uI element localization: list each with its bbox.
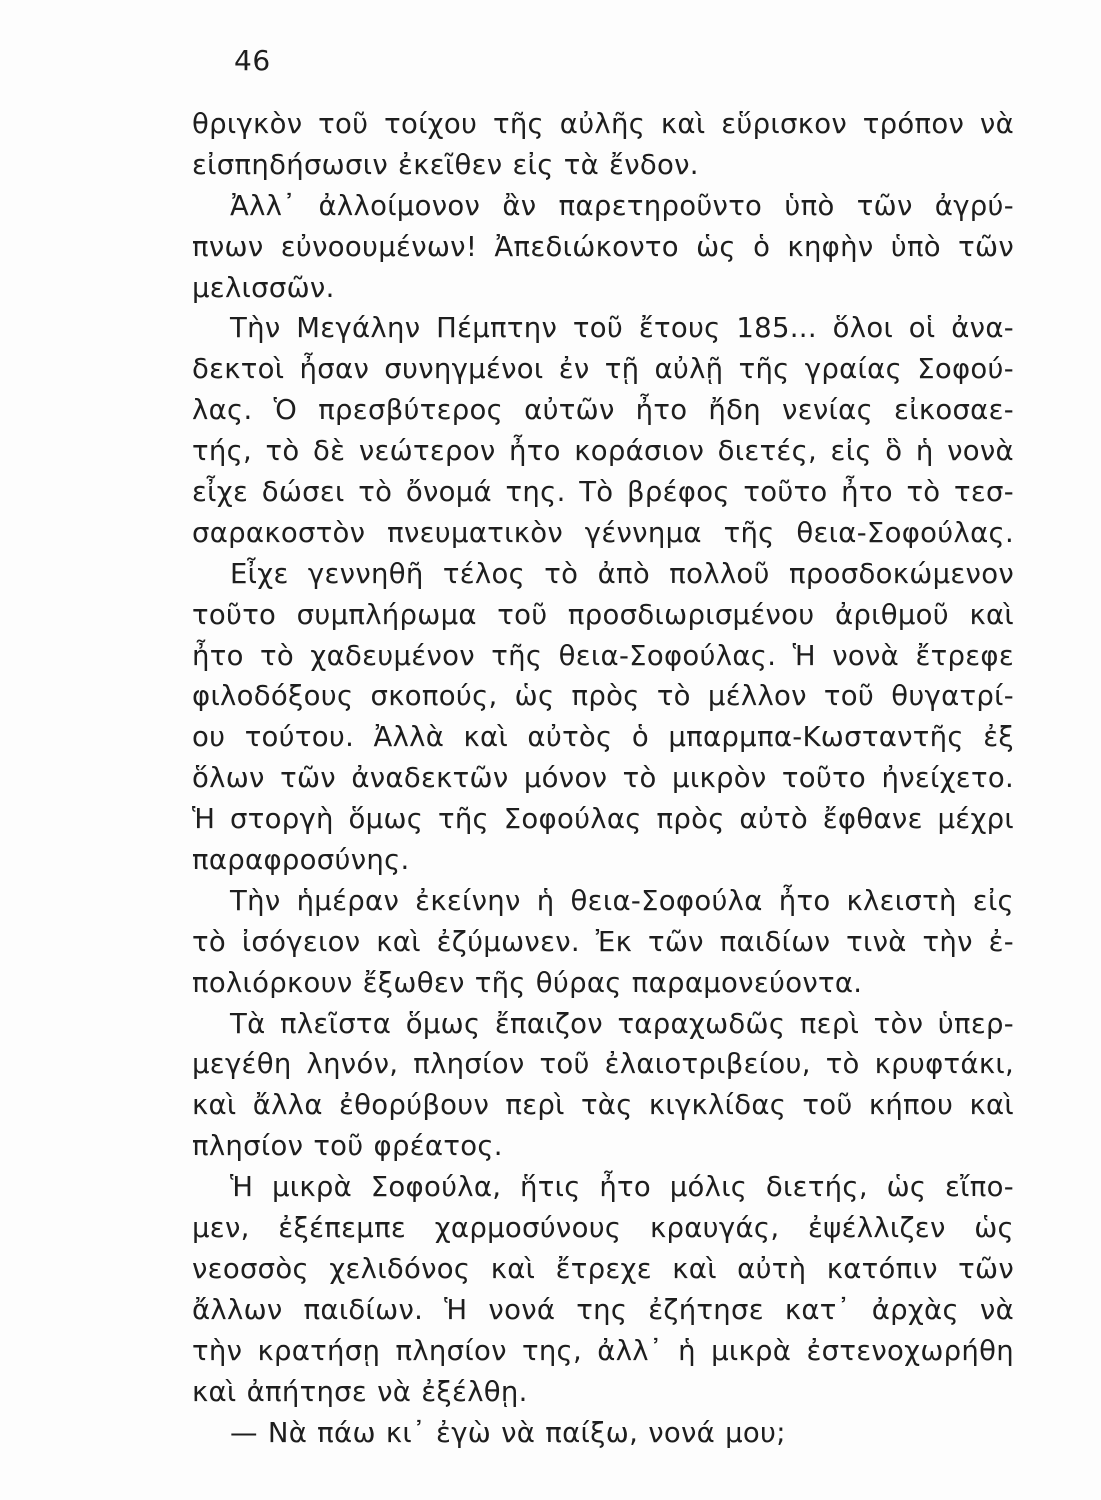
text-line: Τὴν Μεγάλην Πέμπτην τοῦ ἔτους 185... ὅλοι οἱ ἀνα-: [230, 312, 1014, 345]
text-line: μεγέθη ληνόν, πλησίον τοῦ ἐλαιοτριβείου, τὸ κρυφτάκι,: [192, 1048, 1014, 1081]
text-line: πλησίον τοῦ φρέατος.: [192, 1130, 503, 1163]
text-line: καὶ ἀπήτησε νὰ ἐξέλθῃ.: [192, 1375, 528, 1408]
text-line: φιλοδόξους σκοπούς, ὡς πρὸς τὸ μέλλον τοῦ θυγατρί-: [192, 680, 1014, 713]
text-line: πνων εὐνοουμένων! Ἀπεδιώκοντο ὡς ὁ κηφὴν ὑπὸ τῶν: [192, 230, 1014, 263]
text-line: λας. Ὁ πρεσβύτερος αὐτῶν ἦτο ἤδη νενίας εἰκοσαε-: [192, 394, 1014, 427]
text-line: ἄλλων παιδίων. Ἡ νονά της ἐζήτησε κατ᾽ ἀρχὰς νὰ: [192, 1293, 1014, 1326]
text-line: Ἀλλ᾽ ἀλλοίμονον ἂν παρετηροῦντο ὑπὸ τῶν ἀγρύ-: [230, 189, 1014, 222]
text-line: τοῦτο συμπλήρωμα τοῦ προσδιωρισμένου ἀριθμοῦ καὶ: [192, 598, 1014, 631]
text-line: ὅλων τῶν ἀναδεκτῶν μόνον τὸ μικρὸν τοῦτο ἠνείχετο.: [192, 762, 1014, 795]
text-line: ου τούτου. Ἀλλὰ καὶ αὐτὸς ὁ μπαρμπα-Κωσταντῆς ἐξ: [192, 721, 1014, 754]
text-line: σαρακοστὸν πνευματικὸν γέννημα τῆς θεια-Σοφούλας.: [192, 516, 1014, 549]
text-line: τής, τὸ δὲ νεώτερον ἦτο κοράσιον διετές, εἰς ὃ ἡ νονὰ: [192, 435, 1014, 468]
text-line: μεν, ἐξέπεμπε χαρμοσύνους κραυγάς, ἐψέλλιζεν ὡς: [192, 1212, 1014, 1245]
body-text: [192, 104, 1014, 1453]
text-line: δεκτοὶ ἦσαν συνηγμένοι ἐν τῇ αὐλῇ τῆς γραίας Σοφού-: [192, 353, 1014, 386]
text-line: — Νὰ πάω κι᾽ ἐγὼ νὰ παίξω, νονά μου;: [230, 1416, 786, 1449]
text-line: καὶ ἄλλα ἐθορύβουν περὶ τὰς κιγκλίδας τοῦ κήπου καὶ: [192, 1089, 1014, 1122]
text-line: παραφροσύνης.: [192, 844, 410, 877]
text-line: νεοσσὸς χελιδόνος καὶ ἔτρεχε καὶ αὐτὴ κατόπιν τῶν: [192, 1252, 1014, 1285]
text-line: εἰσπηδήσωσιν ἐκεῖθεν εἰς τὰ ἔνδον.: [192, 148, 699, 181]
text-line: Ἡ μικρὰ Σοφούλα, ἥτις ἦτο μόλις διετής, ὡς εἴπο-: [230, 1171, 1014, 1204]
text-line: τὴν κρατήσῃ πλησίον της, ἀλλ᾽ ἡ μικρὰ ἐστενοχωρήθη: [192, 1334, 1014, 1367]
text-line: Τὴν ἡμέραν ἐκείνην ἡ θεια-Σοφούλα ἦτο κλειστὴ εἰς: [230, 884, 1014, 917]
text-line: πολιόρκουν ἔξωθεν τῆς θύρας παραμονεύοντα.: [192, 966, 863, 999]
text-line: Ἡ στοργὴ ὅμως τῆς Σοφούλας πρὸς αὐτὸ ἔφθανε μέχρι: [192, 803, 1014, 836]
page-number: 46: [234, 44, 271, 77]
text-line: τὸ ἰσόγειον καὶ ἐζύμωνεν. Ἐκ τῶν παιδίων τινὰ τὴν ἐ-: [192, 925, 1014, 958]
text-line: Τὰ πλεῖστα ὅμως ἔπαιζον ταραχωδῶς περὶ τὸν ὑπερ-: [230, 1007, 1014, 1040]
text-line: θριγκὸν τοῦ τοίχου τῆς αὐλῆς καὶ εὕρισκον τρόπον νὰ: [192, 108, 1014, 140]
text-line: Εἶχε γεννηθῆ τέλος τὸ ἀπὸ πολλοῦ προσδοκώμενον: [230, 557, 1014, 590]
text-line: ἦτο τὸ χαδευμένον τῆς θεια-Σοφούλας. Ἡ νονὰ ἔτρεφε: [192, 639, 1014, 672]
text-line: μελισσῶν.: [192, 271, 335, 304]
text-line: εἶχε δώσει τὸ ὄνομά της. Τὸ βρέφος τοῦτο ἦτο τὸ τεσ-: [192, 476, 1014, 509]
